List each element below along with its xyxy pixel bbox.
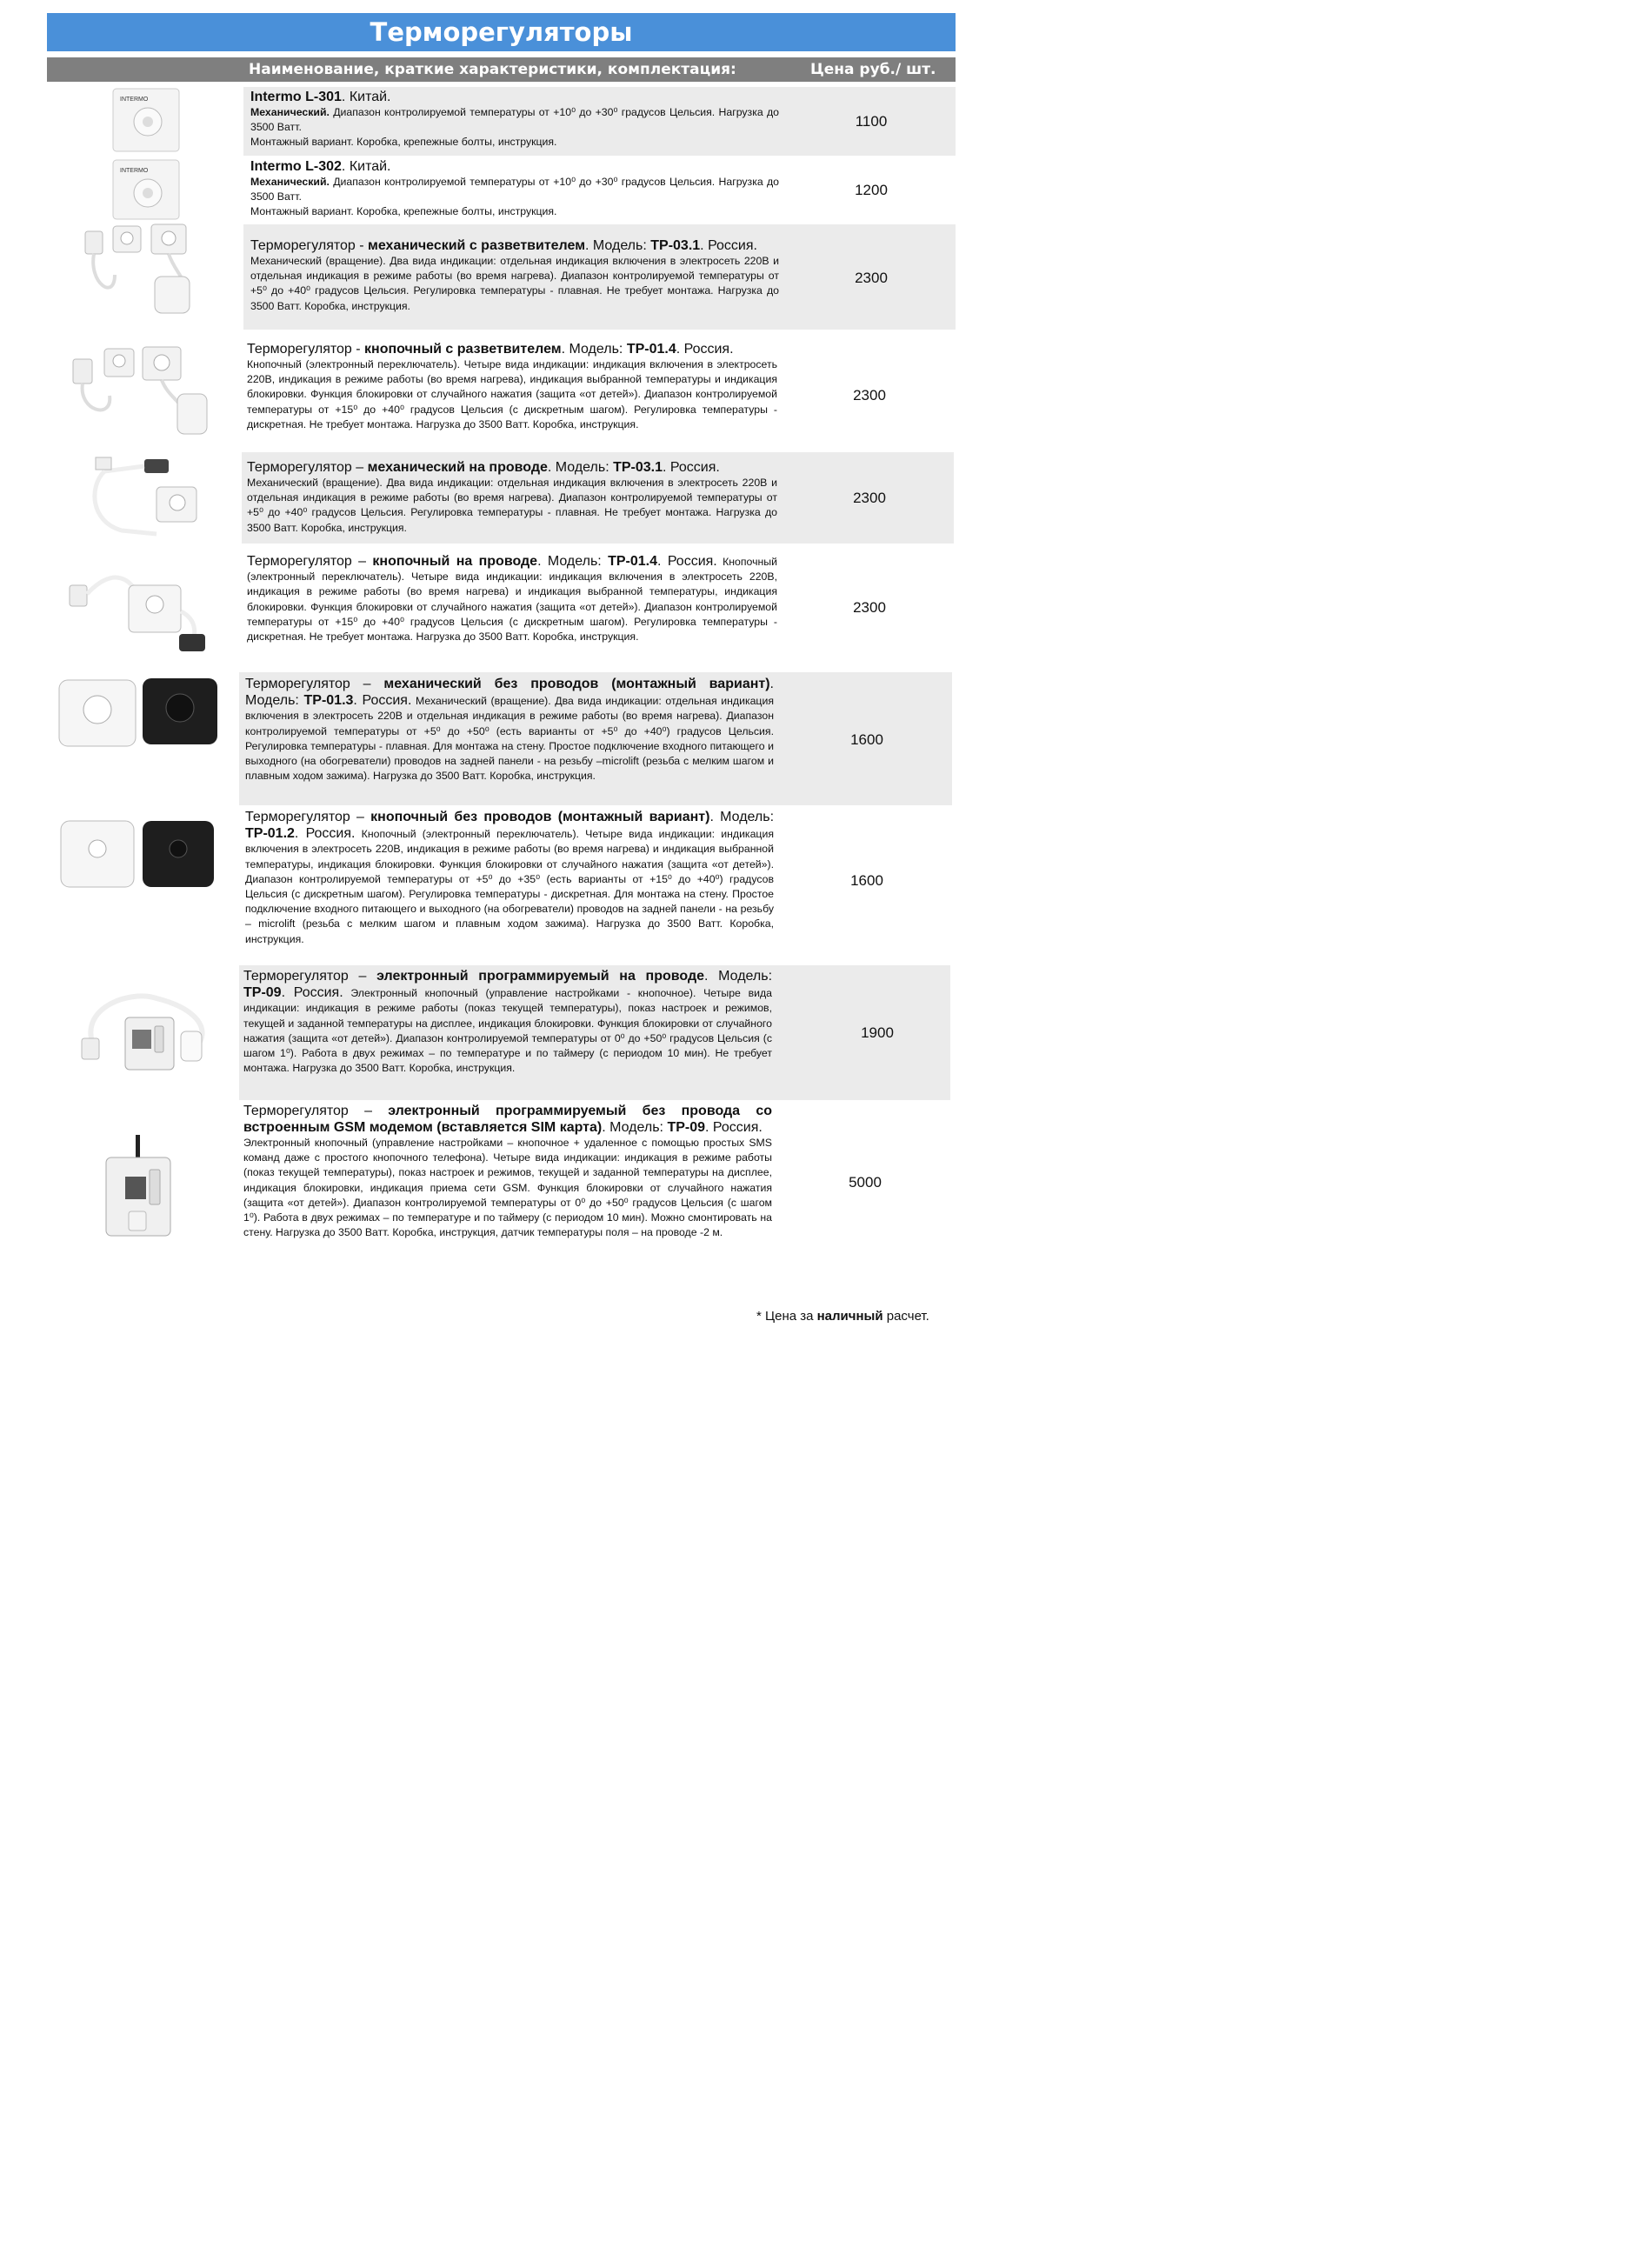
- item-7-price: 1600: [850, 731, 883, 748]
- item-9-price: 1900: [861, 1024, 894, 1041]
- item-6-kind: кнопочный на проводе: [372, 554, 538, 569]
- thermostat-programmable-cable-image: [78, 981, 212, 1085]
- item-10-price: 5000: [849, 1174, 882, 1191]
- item-3-specs: Механический (вращение). Два вида индикации: отдельная индикация включения в электросеть 220В и отдельная индикация в режиме работы (во время нагрева). Диапазон контролируемой температуры от +5⁰ до +40⁰ градусов Цельсия. Регулировка температуры - плавная. Не требует монтажа. Нагрузка до 3500 Ватт. Коробка, инструкция.: [250, 255, 779, 312]
- item-2-description: [250, 158, 779, 220]
- item-4-description: [247, 341, 777, 432]
- item-2-model: Intermo L-302: [250, 159, 342, 174]
- item-8-kind: кнопочный без проводов (монтажный вариант): [370, 810, 710, 824]
- footnote-prefix: * Цена за: [756, 1309, 817, 1324]
- item-2-price: 1200: [855, 182, 888, 198]
- item-9-prefix: Терморегулятор –: [243, 969, 377, 984]
- intermo-l302-image: [111, 158, 181, 221]
- item-5-model: ТР-03.1: [613, 460, 663, 475]
- item-10-description: [243, 1103, 772, 1240]
- footnote-suffix: расчет.: [882, 1309, 929, 1324]
- item-7-prefix: Терморегулятор –: [245, 677, 384, 691]
- item-3-description: [250, 237, 779, 314]
- item-7-specs: Механический (вращение). Два вида индикации: отдельная индикация включения в электросеть 220В и отдельная индикация в режиме работы (во время нагрева). Диапазон контролируемой температуры от +5⁰ до +50⁰ (есть варианты от +5⁰ до +40⁰) градусов Цельсия. Регулировка температуры - плавная. Для монтажа на стену. Простое подключение входного питающего и выходного (на обогреватели) проводов на задней панели - на резьбу –microlift (резьба с мелким шагом и плавным ходом зажима). Нагрузка до 3500 Ватт. Коробка, инструкция.: [245, 695, 775, 783]
- item-5-origin: . Россия.: [663, 460, 720, 475]
- item-1-kit: Монтажный вариант. Коробка, крепежные болты, инструкция.: [250, 136, 557, 149]
- item-4-prefix: Терморегулятор -: [247, 342, 365, 357]
- item-1-type: Механический.: [250, 106, 330, 118]
- item-10-model: ТР-09: [667, 1120, 706, 1135]
- item-6-price: 2300: [853, 599, 886, 616]
- item-5-prefix: Терморегулятор –: [247, 460, 368, 475]
- item-6-model-label: . Модель:: [537, 554, 609, 569]
- thermostat-wall-button-image: [57, 816, 217, 894]
- item-1-model: Intermo L-301: [250, 90, 342, 104]
- item-8-specs: Кнопочный (электронный переключатель). Четыре вида индикации: индикация включения в электросеть 220В, индикация в режиме работы (во время нагрева) и индикация выбранной температуры, индикация блокировки. Функция блокировки от случайного нажатия (защита «от детей»). Диапазон контролируемой температуры от +5⁰ до +35⁰ (есть варианты от +15⁰ до +40⁰) градусов Цельсия (с дискретным шагом). Регулировка температуры - дискретная. Для монтажа на стену. Простое подключение входного питающего и выходного (на обогреватели) проводов на задней панели - на резьбу – microlift (резьба с мелким шагом и плавным ходом зажима). Нагрузка до 3500 Ватт. Коробка, инструкция.: [245, 828, 774, 945]
- item-6-prefix: Терморегулятор –: [247, 554, 373, 569]
- table-header: [47, 57, 956, 82]
- page-title: Терморегуляторы: [47, 13, 956, 51]
- thermostat-gsm-image: [103, 1135, 174, 1239]
- thermostat-cable-button-image: [68, 559, 212, 655]
- item-7-kind: механический без проводов (монтажный вариант): [383, 677, 770, 691]
- item-3-model-label: . Модель:: [585, 238, 651, 253]
- item-1-price: 1100: [855, 113, 888, 130]
- item-5-specs: Механический (вращение). Два вида индикации: отдельная индикация включения в электросеть 220В и отдельная индикация в режиме работы (во время нагрева). Диапазон контролируемой температуры от +5⁰ до +40⁰ градусов Цельсия. Регулировка температуры - плавная. Не требует монтажа. Нагрузка до 3500 Ватт. Коробка, инструкция.: [247, 477, 777, 534]
- item-7-model: ТР-01.3: [303, 693, 354, 709]
- item-8-model-label: . Модель:: [709, 810, 775, 824]
- item-4-model-label: . Модель:: [561, 342, 627, 357]
- item-9-specs: Электронный кнопочный (управление настройками - кнопочное). Четыре вида индикации: индикация в режиме работы (показ текущей температуры), показ настроек и режимов, текущей и заданной температуры на дисплее, индикация блокировки. Функция блокировки от случайного нажатия (защита «от детей»). Диапазон контролируемой температуры от 0⁰ до +50⁰ градусов Цельсия (с шагом 1⁰). Работа в двух режимах – по температуре и по таймеру (с периодом 10 мин). Не требует монтажа. Нагрузка до 3500 Ватт. Коробка, инструкция.: [243, 987, 772, 1075]
- item-2-kit: Монтажный вариант. Коробка, крепежные болты, инструкция.: [250, 205, 557, 218]
- item-2-specs: Диапазон контролируемой температуры от +10⁰ до +30⁰ градусов Цельсия. Нагрузка до 3500 Ватт.: [250, 176, 779, 203]
- item-5-kind: механический на проводе: [367, 460, 548, 475]
- thermostat-splitter-mech-image: [80, 223, 210, 320]
- thermostat-wall-mech-image: [56, 675, 221, 753]
- item-7-origin: . Россия.: [353, 693, 412, 709]
- item-10-model-label: . Модель:: [602, 1120, 668, 1135]
- item-1-description: [250, 89, 779, 150]
- item-5-description: [247, 459, 777, 536]
- item-7-description: [245, 676, 774, 784]
- item-6-origin: . Россия.: [657, 554, 717, 569]
- item-3-kind: механический с разветвителем: [368, 238, 586, 253]
- item-10-kind: электронный программируемый без провода со встроенным GSM модемом (вставляется SIM карта): [243, 1104, 772, 1135]
- intermo-l301-image: [111, 87, 181, 153]
- item-6-specs: Кнопочный (электронный переключатель). Четыре вида индикации: индикация включения в электросеть 220В, индикация в режиме работы (во время нагрева) и индикация выбранной температуры, индикация блокировки. Функция блокировки от случайного нажатия (защита «от детей»). Диапазон контролируемой температуры от +15⁰ до +40⁰ градусов Цельсия (с дискретным шагом). Регулировка температуры - дискретная. Не требует монтажа. Нагрузка до 3500 Ватт. Коробка, инструкция.: [247, 556, 778, 644]
- item-9-kind: электронный программируемый на проводе: [376, 969, 704, 984]
- footnote-cash: наличный: [816, 1309, 883, 1324]
- item-10-specs: Электронный кнопочный (управление настройками – кнопочное + удаленное с помощью простых SMS команд даже с простого кнопочного телефона). Четыре вида индикации: индикация в режиме работы (показ текущей температуры), показ настроек и режимов, текущей и заданной температуры на дисплее, индикация блокировки, индикация приема сети GSM. Функция блокировки от случайного нажатия (защита «от детей»). Диапазон контролируемой температуры от 0⁰ до +50⁰ градусов Цельсия (с шагом 1⁰). Работа в двух режимах – по температуре и по таймеру (с периодом 10 мин). Можно смонтировать на стену. Нагрузка до 3500 Ватт. Коробка, инструкция, датчик температуры поля – на проводе -2 м.: [243, 1137, 772, 1239]
- item-5-model-label: . Модель:: [547, 460, 614, 475]
- item-3-origin: . Россия.: [700, 238, 757, 253]
- item-3-model: ТР-03.1: [650, 238, 701, 253]
- item-4-model: ТР-01.4: [626, 342, 676, 357]
- item-3-price: 2300: [855, 270, 888, 286]
- item-1-specs: Диапазон контролируемой температуры от +10⁰ до +30⁰ градусов Цельсия. Нагрузка до 3500 Ватт.: [250, 106, 779, 134]
- thermostat-splitter-button-image: [70, 342, 210, 439]
- item-7-model-label: . Модель:: [245, 677, 774, 709]
- item-6-model: ТР-01.4: [608, 554, 658, 569]
- item-3-prefix: Терморегулятор -: [250, 238, 369, 253]
- item-8-origin: . Россия.: [294, 826, 356, 842]
- item-1-origin: . Китай.: [341, 90, 391, 104]
- item-9-origin: . Россия.: [281, 985, 343, 1001]
- item-10-prefix: Терморегулятор –: [243, 1104, 389, 1118]
- name-column-header: Наименование, краткие характеристики, комплектация:: [249, 61, 736, 78]
- item-9-model: ТР-09: [243, 985, 282, 1001]
- item-4-origin: . Россия.: [676, 342, 734, 357]
- item-9-description: [243, 968, 772, 1076]
- item-10-origin: . Россия.: [705, 1120, 763, 1135]
- item-4-kind: кнопочный с разветвителем: [364, 342, 562, 357]
- price-column-header: Цена руб./ шт.: [810, 61, 936, 78]
- item-2-type: Механический.: [250, 176, 330, 188]
- brand-logo-text: INTERMO: [120, 97, 149, 103]
- brand-logo-text: INTERMO: [120, 168, 149, 174]
- thermostat-cable-mech-image: [87, 452, 210, 539]
- item-9-model-label: . Модель:: [704, 969, 773, 984]
- item-8-prefix: Терморегулятор –: [245, 810, 371, 824]
- item-4-specs: Кнопочный (электронный переключатель). Четыре вида индикации: индикация включения в электросеть 220В, индикация в режиме работы (во время нагрева), индикация выбранной температуры и индикация блокировки. Функция блокировки от случайного нажатия (защита «от детей»). Диапазон контролируемой температуры от +15⁰ до +40⁰ градусов Цельсия (с дискретным шагом). Регулировка температуры - дискретная. Не требует монтажа. Нагрузка до 3500 Ватт. Коробка, инструкция.: [247, 358, 777, 430]
- item-8-description: [245, 809, 774, 947]
- price-footnote: [756, 1309, 929, 1324]
- item-4-price: 2300: [853, 387, 886, 404]
- item-2-origin: . Китай.: [341, 159, 391, 174]
- item-8-price: 1600: [850, 872, 883, 889]
- item-5-price: 2300: [853, 490, 886, 506]
- item-6-description: [247, 553, 777, 644]
- item-8-model: ТР-01.2: [245, 826, 295, 842]
